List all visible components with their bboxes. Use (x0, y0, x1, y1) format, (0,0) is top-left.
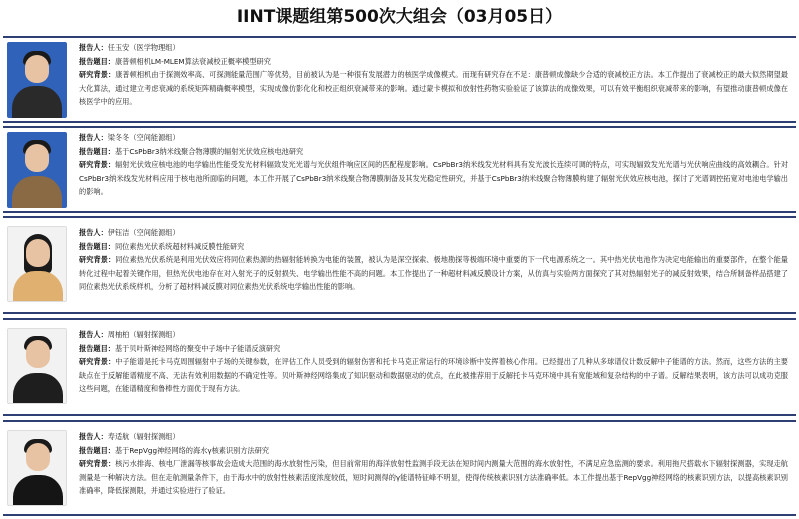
talk-background: 中子能谱是托卡马克周围辐射中子场的关键参数，在评估工作人员受到的辐射伤害和托卡马克正常运行的环境诊断中发挥着核心作用。已经提出了几种从多球谱仪计数反解中子能谱的方法。然而，这些方法的主要缺点在于反解能谱精度不高、无法有效利用数据的不确定性等。贝叶斯神经网络集成了知识驱动和数据驱动的优点，在此被推荐用于反解托卡马克环境中具有宽能域和复杂结构的中子谱。反解结果表明，该方法可以成功克服这些问题，在能谱精度和鲁棒性方面优于现有方法。 (79, 357, 788, 394)
background-label: 研究背景： (79, 70, 116, 80)
reporter-label: 报告人： (79, 432, 108, 441)
reporter-label: 报告人： (79, 330, 108, 339)
topic-label: 报告题目： (79, 241, 115, 251)
page-title: IINT课题组第500次大组会（03月05日） (236, 7, 563, 27)
topic-label: 报告题目： (79, 343, 115, 353)
talk-topic: 基于CsPbBr3纳米线聚合物薄膜的辐射光伏效应核电池研究 (114, 146, 304, 156)
reporter-photo (7, 328, 67, 404)
talk-card (3, 216, 796, 314)
reporter-name: 寿适航（辐射探测组） (107, 432, 180, 441)
reporter-photo (7, 430, 67, 506)
reporter-name: 梁冬冬（空间能源组） (107, 133, 180, 142)
talk-background: 康普顿相机由于探测效率高、可探测能量范围广等优势，目前被认为是一种很有发展潜力的核医学成像模式。而现有研究存在不足：康普顿成像缺少合适的衰减校正方法。本工作提出了衰减校正的最大似然期望最大化算法，通过建立考虑衰减的系统矩阵精确概率模型，实现成像仿影化化和校正组织衰减带来的影响。通过蒙卡模拟和放射性药物实验验证了该算法的成像效果，可以有效平衡组织衰减带来的影响，有望推动康普顿成像在核医学中的应用。 (79, 70, 788, 107)
background-label: 研究背景： (79, 459, 116, 469)
talk-card (3, 318, 796, 416)
reporter-photo (7, 226, 67, 302)
talk-text (79, 328, 788, 396)
reporter-label: 报告人： (79, 43, 108, 52)
talk-topic: 康普顿相机LM-MLEM算法衰减校正概率模型研究 (114, 56, 271, 66)
talk-background: 核污水排海、核电厂泄漏等核事故会造成大范围的海水放射性污染，但目前常用的海洋放射性监测手段无法在短时间内测量大范围的海水放射性，不满足应急监测的要求。利用拖尺搭载水下辐射探测器，实现走航测量是一种解决方法。但在走航测量条件下，由于海水中的放射性核素活度浓度较低，短时间测得的γ能谱特征峰不明显，使得传统核素识别方法准确率低。本工作提出基于RepVgg神经网络的核素识别方法，以提高核素识别准确率，降低探测限，并通过实验进行了验证。 (79, 459, 788, 496)
reporter-label: 报告人： (79, 133, 108, 142)
talk-topic: 基于RepVgg神经网络的海水γ核素识别方法研究 (114, 445, 270, 455)
reporter-name: 任玉安（医学物理组） (107, 43, 180, 52)
talk-topic: 同位素热光伏系统超材料减反膜性能研究 (114, 241, 245, 251)
talk-text (79, 226, 788, 294)
background-label: 研究背景： (79, 357, 116, 367)
talk-text (79, 41, 788, 109)
reporter-name: 周柚柏（辐射探测组） (107, 330, 180, 339)
background-label: 研究背景： (79, 255, 116, 265)
talk-card (3, 420, 796, 516)
topic-label: 报告题目： (79, 445, 115, 455)
background-label: 研究背景： (79, 160, 116, 170)
talk-background: 同位素热光伏系统是利用光伏效应将同位素热源的热辐射能转换为电能的装置，被认为是深空探索、极地勘探等极端环境中重要的下一代电源系统之一。其中热光伏电池作为决定电能输出的重要部件，在整个能量转化过程中起着关键作用，但热光伏电池存在对入射光子的反射损失、电学输出性能不高的问题。本工作提出了一种超材料减反膜设计方案，从仿真与实验两方面探究了其对热辐射光子的减反射效果，结合所制备样品搭建了同位素热光伏系统样机，分析了超材料减反膜对同位素热光伏系统电学输出性能的影响。 (79, 255, 788, 292)
reporter-label: 报告人： (79, 228, 108, 237)
reporter-photo (7, 42, 67, 118)
talk-text (79, 430, 788, 498)
reporter-name: 伊钰洁（空间能源组） (107, 228, 180, 237)
topic-label: 报告题目： (79, 146, 115, 156)
reporter-photo (7, 132, 67, 208)
topic-label: 报告题目： (79, 56, 115, 66)
talk-card (3, 36, 796, 123)
talk-background: 辐射光伏效应核电池的电学输出性能受发光材料辐致发光光谱与光伏组件响应区间的匹配程度影响。CsPbBr3纳米线发光材料具有发光波长连续可调的特点，可实现辐致发光光谱与光伏响应曲线的高效耦合。针对CsPbBr3纳米线发光材料应用于核电池所面临的问题，本工作开展了CsPbBr3纳米线聚合物薄膜制备及其发光稳定性研究，并基于CsPbBr3纳米线聚合物薄膜构建了辐射光伏效应核电池，探讨了光谱调控拓宽对电池电学输出的影响。 (79, 160, 788, 197)
talk-topic: 基于贝叶斯神经网络的聚变中子场中子能谱反演研究 (114, 343, 281, 353)
talk-text (79, 131, 788, 199)
talk-card (3, 126, 796, 213)
